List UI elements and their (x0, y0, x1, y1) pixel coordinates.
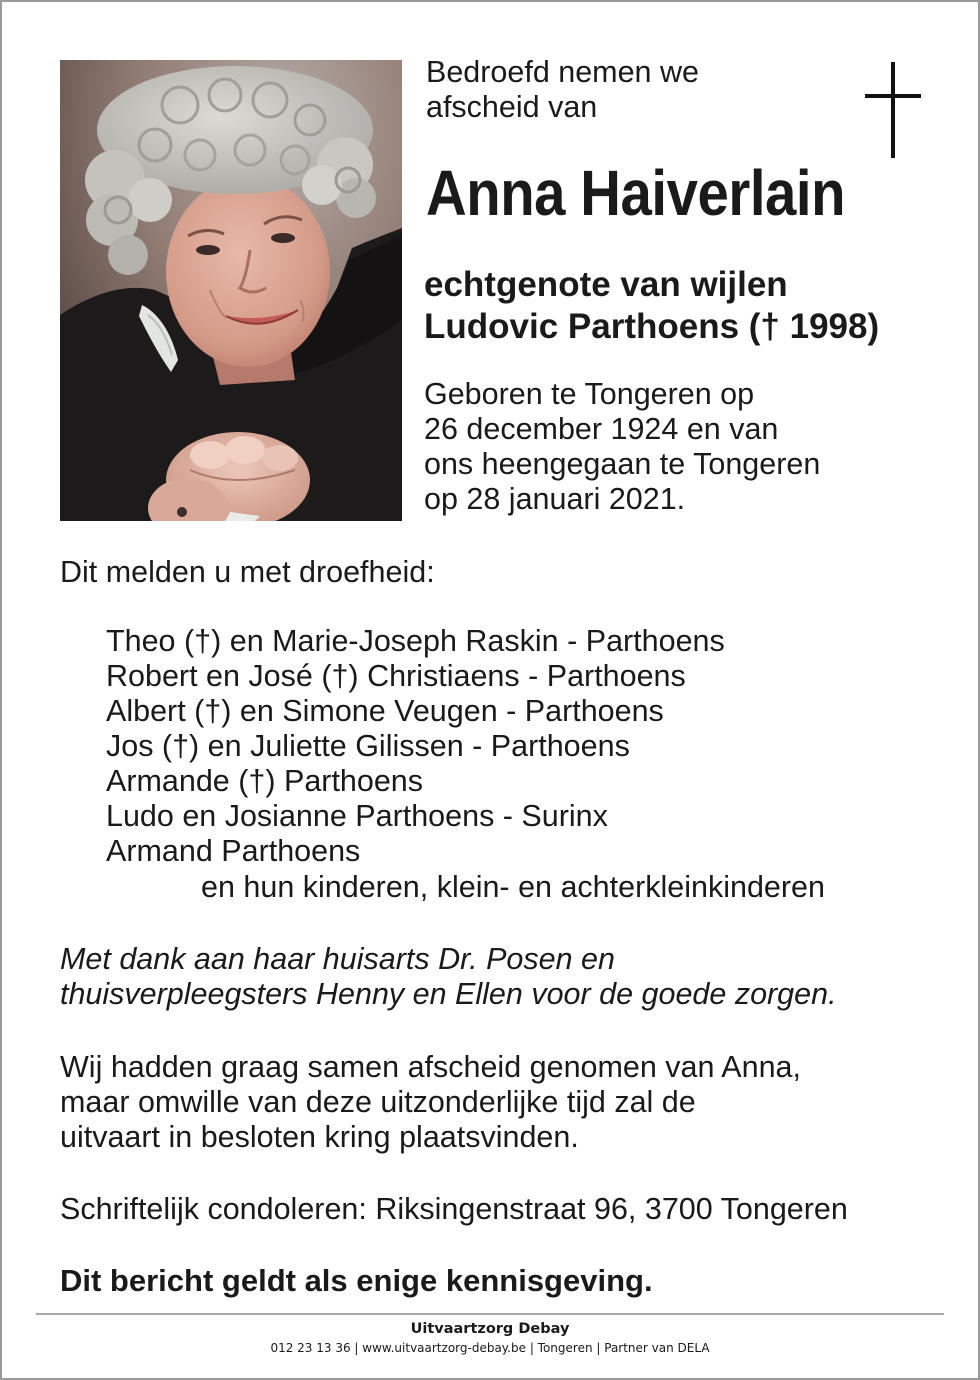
list-item: Ludo en Josianne Parthoens - Surinx (106, 799, 608, 833)
footer-contact: 012 23 13 36 | www.uitvaartzorg-debay.be | Tongeren | Partner van DELA (270, 1341, 710, 1355)
farewell-line: Wij hadden graag samen afscheid genomen van Anna, (60, 1050, 801, 1084)
birth-death-line: op 28 januari 2021. (424, 482, 686, 516)
farewell-line: uitvaart in besloten kring plaatsvinden. (60, 1120, 579, 1154)
condolences-text: Schriftelijk condoleren: Riksingenstraat 96, 3700 Tongeren (60, 1192, 848, 1226)
family-list (106, 624, 725, 869)
footer-divider (36, 1313, 944, 1315)
intro-line: Bedroefd nemen we (426, 55, 699, 89)
farewell-line: maar omwille van deze uitzonderlijke tijd zal de (60, 1085, 696, 1119)
notice-text: Dit bericht geldt als enige kennisgeving. (60, 1263, 653, 1298)
birth-death-line: 26 december 1924 en van (424, 412, 779, 446)
birth-death-line: ons heengegaan te Tongeren (424, 447, 821, 481)
cross-icon (865, 62, 921, 158)
list-item: Robert en José (†) Christiaens - Parthoens (106, 659, 686, 693)
farewell-text (60, 1050, 801, 1155)
thanks-line: thuisverpleegsters Henny en Ellen voor de goede zorgen. (60, 977, 837, 1011)
list-item: Armande (†) Parthoens (106, 764, 424, 798)
list-item: Albert (†) en Simone Veugen - Parthoens (106, 694, 664, 728)
deceased-name (426, 157, 902, 229)
list-item: Armand Parthoens (106, 834, 361, 868)
thanks-text (60, 942, 837, 1012)
list-item: Jos (†) en Juliette Gilissen - Parthoens (106, 729, 630, 763)
intro-text (426, 55, 699, 125)
birth-death-line: Geboren te Tongeren op (424, 377, 755, 411)
deceased-name-text: Anna Haiverlain (426, 157, 846, 229)
spouse-text (424, 264, 879, 348)
portrait-photo (60, 60, 402, 521)
thanks-line: Met dank aan haar huisarts Dr. Posen en (60, 942, 615, 976)
intro-line: afscheid van (426, 90, 598, 124)
footer-company: Uitvaartzorg Debay (410, 1321, 570, 1337)
birth-death-text (424, 377, 820, 517)
list-item: Theo (†) en Marie-Joseph Raskin - Parthoens (106, 624, 725, 658)
spouse-line: echtgenote van wijlen (424, 265, 788, 304)
announcement-text: Dit melden u met droefheid: (60, 555, 435, 589)
spouse-line: Ludovic Parthoens († 1998) (424, 307, 880, 346)
descendants-text: en hun kinderen, klein- en achterkleinkinderen (201, 870, 825, 904)
